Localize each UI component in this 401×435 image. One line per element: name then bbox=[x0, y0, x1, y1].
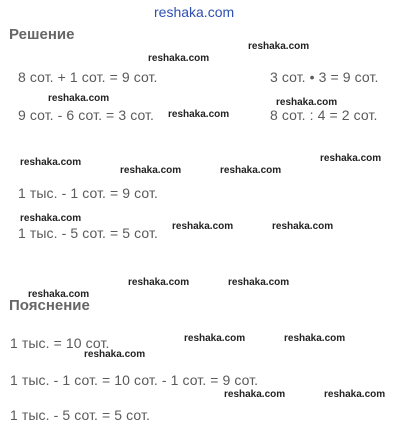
solution-expression-4: 8 сот. : 4 = 2 сот. bbox=[270, 107, 378, 123]
watermark: reshaka.com bbox=[172, 221, 234, 232]
solution-expression-1: 8 сот. + 1 сот. = 9 сот. bbox=[18, 69, 158, 85]
solution-expression-3: 3 сот. • 3 = 9 сот. bbox=[270, 69, 379, 85]
solution-expression-2: 9 сот. - 6 сот. = 3 сот. bbox=[18, 107, 154, 123]
watermark: reshaka.com bbox=[20, 213, 82, 224]
watermark: reshaka.com bbox=[28, 289, 90, 300]
solution-heading: Решение bbox=[9, 26, 75, 43]
watermark: reshaka.com bbox=[48, 93, 110, 104]
watermark: reshaka.com bbox=[220, 165, 282, 176]
explanation-heading: Пояснение bbox=[9, 297, 90, 314]
site-title: reshaka.com bbox=[154, 4, 235, 20]
watermark: reshaka.com bbox=[224, 389, 286, 400]
watermark: reshaka.com bbox=[320, 153, 382, 164]
watermark: reshaka.com bbox=[248, 41, 310, 52]
watermark: reshaka.com bbox=[228, 277, 290, 288]
watermark: reshaka.com bbox=[84, 349, 146, 360]
watermark: reshaka.com bbox=[284, 333, 346, 344]
watermark: reshaka.com bbox=[184, 333, 246, 344]
watermark: reshaka.com bbox=[168, 109, 230, 120]
solution-expression-5: 1 тыс. - 1 сот. = 9 сот. bbox=[18, 185, 158, 201]
watermark: reshaka.com bbox=[120, 165, 182, 176]
solution-expression-6: 1 тыс. - 5 сот. = 5 сот. bbox=[18, 225, 158, 241]
watermark: reshaka.com bbox=[272, 221, 334, 232]
watermark: reshaka.com bbox=[148, 53, 210, 64]
watermark: reshaka.com bbox=[324, 389, 386, 400]
watermark: reshaka.com bbox=[20, 157, 82, 168]
explanation-line-3: 1 тыс. - 5 сот. = 5 сот. bbox=[10, 407, 150, 423]
watermark: reshaka.com bbox=[276, 97, 338, 108]
explanation-line-1: 1 тыс. = 10 сот. bbox=[10, 335, 110, 351]
explanation-line-2: 1 тыс. - 1 сот. = 10 сот. - 1 сот. = 9 сот. bbox=[10, 372, 259, 388]
watermark: reshaka.com bbox=[128, 277, 190, 288]
